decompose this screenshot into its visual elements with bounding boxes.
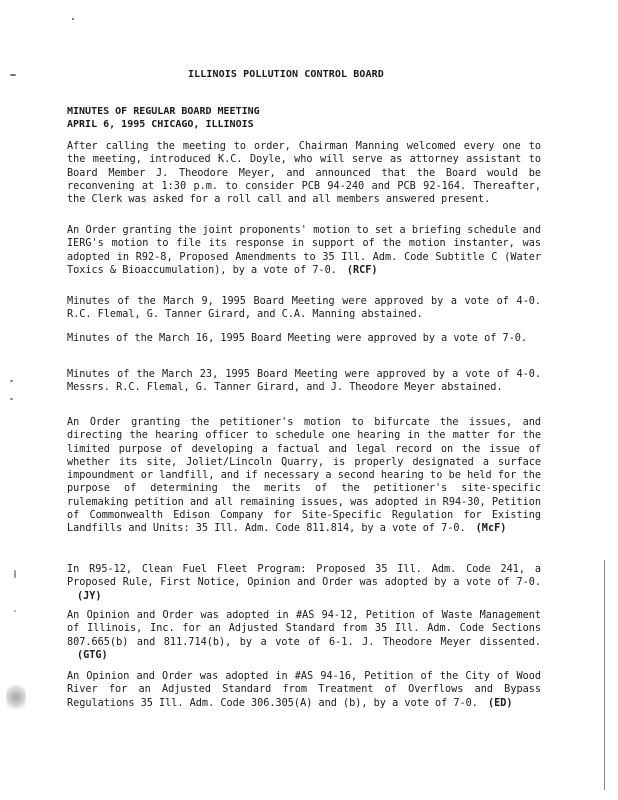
- author-initials: (GTG): [77, 649, 108, 661]
- scan-speck: [10, 74, 16, 76]
- paragraph-text: Minutes of the March 9, 1995 Board Meeting were approved by a vote of 4-0. R.C. Flemal, G. Tanner Girard, and C.A. Manning abstained.: [67, 296, 541, 321]
- paragraph-text: After calling the meeting to order, Chairman Manning welcomed every one to the meeting, introduced K.C. Doyle, who will serve as attorney assistant to Board Member J. Theodore Meyer, and announced that the Board would be reconvening at 1:30 p.m. to consider PCB 94-240 and PCB 92-164. Thereafter, the Clerk was asked for a roll call and all members answered present.: [67, 141, 541, 206]
- scan-smudge: [6, 682, 26, 712]
- paragraph-minutes-march-23: [67, 368, 541, 395]
- paragraph-r92-8: [67, 224, 541, 277]
- paragraph-opening: [67, 140, 541, 206]
- author-initials: (JY): [77, 590, 102, 602]
- paragraph-minutes-march-16: [67, 332, 541, 345]
- paragraph-r94-30: [67, 416, 541, 536]
- paragraph-as-94-16: [67, 670, 541, 710]
- paragraph-r95-12: [67, 563, 541, 603]
- paragraph-text: Minutes of the March 23, 1995 Board Meeting were approved by a vote of 4-0. Messrs. R.C. Flemal, G. Tanner Girard, and J. Theodore Meyer abstained.: [67, 369, 541, 394]
- scan-speck: [14, 610, 16, 612]
- meeting-title: MINUTES OF REGULAR BOARD MEETING: [67, 106, 260, 117]
- paragraph-text: An Order granting the joint proponents' motion to set a briefing schedule and IERG's motion to file its response in support of the motion instanter, was adopted in R92-8, Proposed Amendments to 35 Ill. Adm. Code Subtitle C (Water Toxics & Bioaccumulation), by a vote of 7-0.: [67, 225, 541, 276]
- board-header: ILLINOIS POLLUTION CONTROL BOARD: [188, 69, 384, 80]
- paragraph-as-94-12: [67, 609, 541, 662]
- scan-edge-line: [604, 560, 605, 790]
- paragraph-text: An Opinion and Order was adopted in #AS 94-16, Petition of the City of Wood River for an Adjusted Standard from Treatment of Overflows and Bypass Regulations 35 Ill. Adm. Code 306.305(A) and (b), by a vote of 7-0.: [67, 671, 541, 709]
- author-initials: (ED): [487, 697, 513, 709]
- paragraph-text: An Opinion and Order was adopted in #AS 94-12, Petition of Waste Management of Illinois, Inc. for an Adjusted Standard from 35 Ill. Adm. Code Sections 807.665(b) and 811.714(b), by a vote of 6-1. J. Theodore Meyer dissented.: [67, 610, 541, 648]
- author-initials: (McF): [475, 523, 507, 535]
- author-initials: (RCF): [346, 264, 378, 276]
- meeting-date-location: APRIL 6, 1995 CHICAGO, ILLINOIS: [67, 119, 254, 130]
- minutes-heading: [67, 105, 260, 131]
- scan-speck: [10, 380, 13, 382]
- paragraph-text: In R95-12, Clean Fuel Fleet Program: Proposed 35 Ill. Adm. Code 241, a Proposed Rule, First Notice, Opinion and Order was adopted by a vote of 7-0.: [67, 564, 541, 589]
- paragraph-minutes-march-9: [67, 295, 541, 322]
- paragraph-text: An Order granting the petitioner's motion to bifurcate the issues, and directing the hearing officer to schedule one hearing in the matter for the limited purpose of developing a factual and legal record on the issue of whether its site, Joliet/Lincoln Quarry, is properly designated a surface impoundment or landfill, and if necessary a second hearing to be held for the purpose of determining the merits of the petitioner's site-specific rulemaking petition and all remaining issues, was adopted in R94-30, Petition of Commonwealth Edison Company for Site-Specific Regulation for Existing Landfills and Units: 35 Ill. Adm. Code 811.814, by a vote of 7-0.: [67, 417, 541, 535]
- scan-speck: [72, 18, 74, 20]
- scan-speck: [14, 570, 16, 578]
- paragraph-text: Minutes of the March 16, 1995 Board Meeting were approved by a vote of 7-0.: [67, 333, 528, 344]
- scan-speck: [10, 398, 13, 400]
